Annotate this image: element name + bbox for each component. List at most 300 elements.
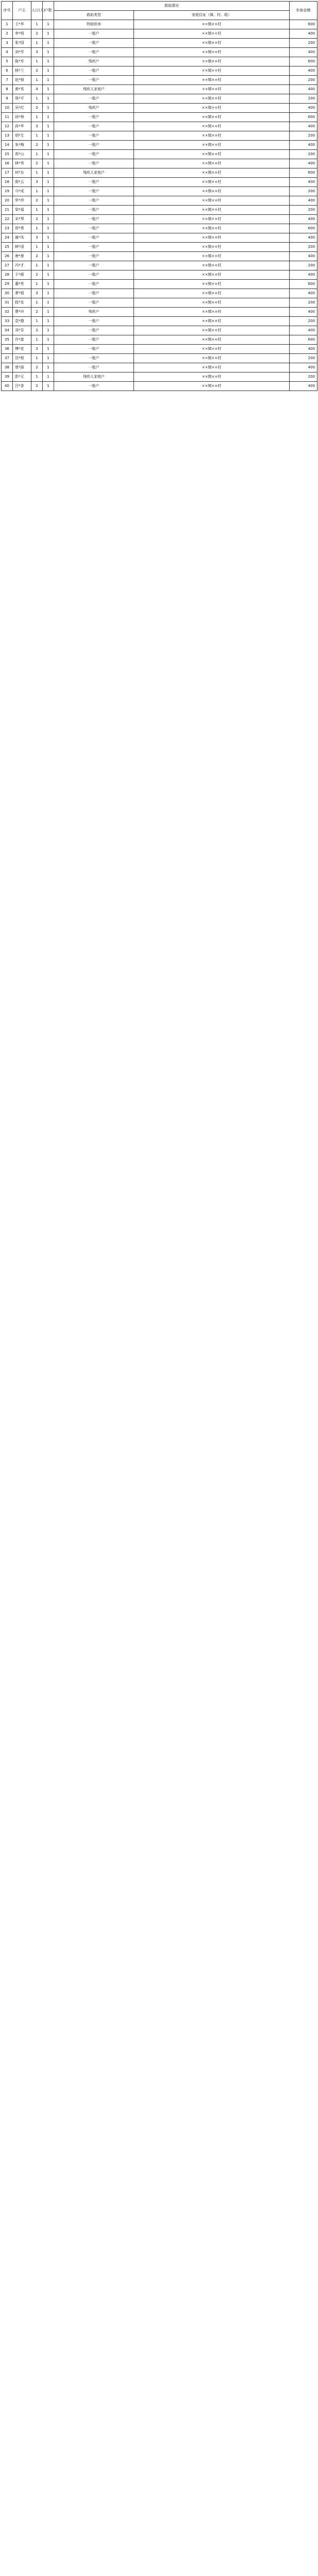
table-row — [2, 363, 317, 372]
cell-households: 1 — [43, 363, 54, 372]
cell-population: 3 — [31, 345, 43, 354]
cell-no: 5 — [2, 57, 13, 66]
cell-address: ××镇××村 — [134, 363, 290, 372]
cell-type: 残疾户 — [54, 104, 134, 113]
cell-type: 一般户 — [54, 113, 134, 122]
cell-name: 谢*凤 — [13, 233, 31, 243]
cell-population: 1 — [31, 57, 43, 66]
cell-population: 2 — [31, 196, 43, 206]
cell-amount: 400 — [290, 363, 317, 372]
cell-no: 4 — [2, 48, 13, 57]
cell-amount: 200 — [290, 187, 317, 196]
cell-address: ××镇××村 — [134, 354, 290, 363]
cell-name: 许*富 — [13, 335, 31, 345]
cell-name: 杨*兰 — [13, 66, 31, 76]
cell-address: ××镇××村 — [134, 215, 290, 224]
cell-households: 1 — [43, 57, 54, 66]
cell-no: 17 — [2, 168, 13, 178]
cell-no: 36 — [2, 345, 13, 354]
cell-amount: 600 — [290, 224, 317, 233]
cell-no: 40 — [2, 382, 13, 391]
cell-households: 1 — [43, 66, 54, 76]
cell-amount: 200 — [290, 261, 317, 270]
cell-name: 曹*玲 — [13, 308, 31, 317]
col-no-header: 序号 — [2, 2, 13, 20]
cell-population: 2 — [31, 252, 43, 261]
table-row — [2, 233, 317, 243]
cell-population: 2 — [31, 159, 43, 168]
cell-no: 10 — [2, 104, 13, 113]
table-row — [2, 224, 317, 233]
cell-name: 袁*德 — [13, 317, 31, 326]
cell-amount: 400 — [290, 345, 317, 354]
cell-address: ××镇××村 — [134, 326, 290, 335]
table-row — [2, 20, 317, 29]
cell-type: 一般户 — [54, 345, 134, 354]
cell-population: 1 — [31, 317, 43, 326]
cell-households: 1 — [43, 215, 54, 224]
cell-no: 3 — [2, 39, 13, 48]
cell-address: ××镇××村 — [134, 104, 290, 113]
cell-name: 郭*云 — [13, 178, 31, 187]
cell-address: ××镇××村 — [134, 85, 290, 94]
cell-address: ××镇××村 — [134, 57, 290, 66]
table-row — [2, 243, 317, 252]
cell-address: ××镇××村 — [134, 178, 290, 187]
table-row — [2, 168, 317, 178]
cell-amount: 600 — [290, 335, 317, 345]
cell-address: ××镇××村 — [134, 261, 290, 270]
cell-type: 一般户 — [54, 382, 134, 391]
cell-name: 韩*清 — [13, 243, 31, 252]
table-row — [2, 317, 317, 326]
cell-households: 1 — [43, 85, 54, 94]
table-row — [2, 215, 317, 224]
cell-address: ××镇××村 — [134, 233, 290, 243]
cell-address: ××镇××村 — [134, 168, 290, 178]
cell-no: 27 — [2, 261, 13, 270]
cell-name: 王*华 — [13, 20, 31, 29]
cell-address: ××镇××村 — [134, 252, 290, 261]
cell-amount: 400 — [290, 326, 317, 335]
cell-households: 1 — [43, 252, 54, 261]
cell-address: ××镇××村 — [134, 94, 290, 104]
cell-amount: 400 — [290, 66, 317, 76]
cell-amount: 400 — [290, 122, 317, 131]
cell-amount: 600 — [290, 20, 317, 29]
col-amount-header: 补助金额 — [290, 2, 317, 20]
cell-address: ××镇××村 — [134, 280, 290, 289]
cell-type: 残疾人家庭户 — [54, 85, 134, 94]
cell-no: 15 — [2, 150, 13, 159]
cell-population: 1 — [31, 20, 43, 29]
cell-address: ××镇××村 — [134, 39, 290, 48]
cell-population: 2 — [31, 326, 43, 335]
cell-households: 1 — [43, 317, 54, 326]
table-row — [2, 382, 317, 391]
cell-amount: 400 — [290, 29, 317, 39]
cell-type: 残疾人家庭户 — [54, 372, 134, 382]
cell-type: 一般户 — [54, 187, 134, 196]
cell-population: 1 — [31, 298, 43, 308]
cell-address: ××镇××村 — [134, 270, 290, 280]
cell-no: 25 — [2, 243, 13, 252]
cell-name: 朱*梅 — [13, 141, 31, 150]
cell-population: 4 — [31, 85, 43, 94]
cell-amount: 400 — [290, 382, 317, 391]
cell-households: 1 — [43, 141, 54, 150]
cell-amount: 400 — [290, 178, 317, 187]
cell-type: 一般户 — [54, 66, 134, 76]
cell-amount: 200 — [290, 39, 317, 48]
cell-no: 38 — [2, 363, 13, 372]
cell-name: 周*平 — [13, 94, 31, 104]
cell-type: 一般户 — [54, 39, 134, 48]
cell-type: 残疾户 — [54, 308, 134, 317]
cell-population: 3 — [31, 122, 43, 131]
cell-amount: 200 — [290, 131, 317, 141]
cell-name: 傅*花 — [13, 345, 31, 354]
table-row — [2, 298, 317, 308]
cell-name: 萧*娟 — [13, 289, 31, 298]
cell-name: 陈*军 — [13, 57, 31, 66]
cell-type: 一般户 — [54, 243, 134, 252]
cell-amount: 400 — [290, 85, 317, 94]
table-row — [2, 178, 317, 187]
cell-population: 1 — [31, 372, 43, 382]
cell-address: ××镇××村 — [134, 131, 290, 141]
cell-amount: 200 — [290, 372, 317, 382]
cell-address: ××镇××村 — [134, 382, 290, 391]
table-row — [2, 159, 317, 168]
cell-households: 1 — [43, 298, 54, 308]
cell-address: ××镇××村 — [134, 298, 290, 308]
cell-name: 沈*根 — [13, 354, 31, 363]
table-row — [2, 196, 317, 206]
table-row — [2, 29, 317, 39]
cell-population: 3 — [31, 48, 43, 57]
cell-address: ××镇××村 — [134, 335, 290, 345]
cell-type: 一般户 — [54, 150, 134, 159]
cell-amount: 200 — [290, 94, 317, 104]
cell-population: 1 — [31, 150, 43, 159]
cell-population: 3 — [31, 178, 43, 187]
cell-name: 李*明 — [13, 29, 31, 39]
cell-address: ××镇××村 — [134, 122, 290, 131]
cell-amount: 400 — [290, 159, 317, 168]
cell-name: 黄*英 — [13, 85, 31, 94]
cell-households: 1 — [43, 131, 54, 141]
cell-address: ××镇××村 — [134, 187, 290, 196]
table-row — [2, 150, 317, 159]
cell-population: 1 — [31, 94, 43, 104]
cell-population: 2 — [31, 308, 43, 317]
cell-amount: 200 — [290, 243, 317, 252]
col-type-header: 救助类型 — [54, 11, 134, 20]
cell-type: 一般户 — [54, 261, 134, 270]
cell-population: 2 — [31, 66, 43, 76]
cell-type: 一般户 — [54, 224, 134, 233]
cell-households: 1 — [43, 280, 54, 289]
cell-address: ××镇××村 — [134, 141, 290, 150]
cell-address: ××镇××村 — [134, 372, 290, 382]
cell-population: 1 — [31, 39, 43, 48]
table-row — [2, 289, 317, 298]
cell-no: 13 — [2, 131, 13, 141]
cell-population: 1 — [31, 261, 43, 270]
cell-name: 吕*香 — [13, 382, 31, 391]
cell-households: 1 — [43, 270, 54, 280]
cell-type: 一般户 — [54, 29, 134, 39]
cell-no: 34 — [2, 326, 13, 335]
cell-type: 一般户 — [54, 233, 134, 243]
cell-amount: 200 — [290, 298, 317, 308]
cell-population: 1 — [31, 335, 43, 345]
table-row — [2, 252, 317, 261]
cell-population: 1 — [31, 131, 43, 141]
cell-address: ××镇××村 — [134, 308, 290, 317]
cell-households: 1 — [43, 354, 54, 363]
table-row — [2, 131, 317, 141]
table-row — [2, 345, 317, 354]
table-row — [2, 113, 317, 122]
cell-type: 一般户 — [54, 326, 134, 335]
cell-households: 1 — [43, 76, 54, 85]
cell-households: 1 — [43, 261, 54, 270]
cell-population: 3 — [31, 289, 43, 298]
cell-amount: 400 — [290, 270, 317, 280]
cell-amount: 400 — [290, 196, 317, 206]
cell-households: 1 — [43, 29, 54, 39]
cell-address: ××镇××村 — [134, 48, 290, 57]
cell-address: ××镇××村 — [134, 289, 290, 298]
cell-no: 12 — [2, 122, 13, 131]
cell-households: 1 — [43, 48, 54, 57]
cell-name: 于*霞 — [13, 270, 31, 280]
cell-households: 1 — [43, 187, 54, 196]
cell-name: 董*贵 — [13, 280, 31, 289]
cell-name: 胡*生 — [13, 131, 31, 141]
cell-address: ××镇××村 — [134, 113, 290, 122]
cell-no: 22 — [2, 215, 13, 224]
cell-type: 一般户 — [54, 317, 134, 326]
cell-name: 孙*华 — [13, 122, 31, 131]
col-group-header: 救助情况 — [54, 2, 290, 11]
table-row — [2, 206, 317, 215]
cell-households: 1 — [43, 326, 54, 335]
cell-address: ××镇××村 — [134, 150, 290, 159]
cell-amount: 200 — [290, 354, 317, 363]
cell-name: 林*秀 — [13, 159, 31, 168]
cell-no: 20 — [2, 196, 13, 206]
cell-name: 彭*元 — [13, 372, 31, 382]
cell-households: 1 — [43, 206, 54, 215]
cell-amount: 400 — [290, 48, 317, 57]
cell-no: 21 — [2, 206, 13, 215]
relief-roster-table — [1, 1, 317, 391]
cell-address: ××镇××村 — [134, 66, 290, 76]
cell-address: ××镇××村 — [134, 29, 290, 39]
cell-name: 何*东 — [13, 168, 31, 178]
cell-address: ××镇××村 — [134, 206, 290, 215]
cell-name: 唐*莲 — [13, 252, 31, 261]
cell-population: 2 — [31, 141, 43, 150]
cell-households: 1 — [43, 335, 54, 345]
cell-no: 28 — [2, 270, 13, 280]
cell-no: 26 — [2, 252, 13, 261]
cell-households: 1 — [43, 168, 54, 178]
col-address-header: 家庭住址（镇、村、组） — [134, 11, 290, 20]
cell-households: 1 — [43, 289, 54, 298]
cell-no: 19 — [2, 187, 13, 196]
cell-no: 23 — [2, 224, 13, 233]
cell-households: 1 — [43, 159, 54, 168]
relief-roster-sheet — [1, 1, 317, 391]
table-row — [2, 39, 317, 48]
cell-no: 39 — [2, 372, 13, 382]
cell-population: 1 — [31, 280, 43, 289]
cell-type: 一般户 — [54, 122, 134, 131]
cell-type: 一般户 — [54, 289, 134, 298]
table-row — [2, 57, 317, 66]
cell-address: ××镇××村 — [134, 243, 290, 252]
cell-no: 6 — [2, 66, 13, 76]
cell-type: 一般户 — [54, 178, 134, 187]
cell-population: 1 — [31, 168, 43, 178]
cell-address: ××镇××村 — [134, 20, 290, 29]
table-row — [2, 270, 317, 280]
cell-type: 一般户 — [54, 354, 134, 363]
cell-population: 2 — [31, 363, 43, 372]
cell-address: ××镇××村 — [134, 76, 290, 85]
cell-name: 程*发 — [13, 298, 31, 308]
cell-households: 1 — [43, 122, 54, 131]
cell-name: 宋*琴 — [13, 215, 31, 224]
cell-no: 1 — [2, 20, 13, 29]
cell-type: 一般户 — [54, 298, 134, 308]
cell-population: 1 — [31, 243, 43, 252]
cell-households: 1 — [43, 104, 54, 113]
table-row — [2, 76, 317, 85]
cell-name: 郑*勇 — [13, 224, 31, 233]
cell-type: 一般户 — [54, 280, 134, 289]
cell-no: 8 — [2, 85, 13, 94]
table-row — [2, 66, 317, 76]
cell-name: 赵*强 — [13, 76, 31, 85]
table-row — [2, 141, 317, 150]
cell-address: ××镇××村 — [134, 159, 290, 168]
table-row — [2, 187, 317, 196]
cell-no: 9 — [2, 94, 13, 104]
cell-households: 1 — [43, 243, 54, 252]
cell-population: 1 — [31, 113, 43, 122]
table-row — [2, 85, 317, 94]
cell-amount: 600 — [290, 113, 317, 122]
cell-type: 一般户 — [54, 196, 134, 206]
cell-no: 16 — [2, 159, 13, 168]
cell-type: 一般户 — [54, 215, 134, 224]
cell-name: 高*山 — [13, 150, 31, 159]
cell-amount: 200 — [290, 206, 317, 215]
cell-type: 一般户 — [54, 159, 134, 168]
cell-no: 14 — [2, 141, 13, 150]
cell-amount: 600 — [290, 280, 317, 289]
cell-population: 3 — [31, 233, 43, 243]
cell-no: 7 — [2, 76, 13, 85]
cell-name: 马*成 — [13, 187, 31, 196]
cell-households: 1 — [43, 382, 54, 391]
cell-type: 一般户 — [54, 76, 134, 85]
table-row — [2, 326, 317, 335]
cell-no: 18 — [2, 178, 13, 187]
cell-type: 一般户 — [54, 363, 134, 372]
table-row — [2, 280, 317, 289]
cell-population: 1 — [31, 224, 43, 233]
cell-name: 刘*芳 — [13, 48, 31, 57]
cell-name: 邓*芬 — [13, 326, 31, 335]
table-row — [2, 261, 317, 270]
cell-amount: 400 — [290, 215, 317, 224]
cell-households: 1 — [43, 150, 54, 159]
cell-amount: 400 — [290, 252, 317, 261]
cell-type: 一般户 — [54, 141, 134, 150]
cell-no: 35 — [2, 335, 13, 345]
table-row — [2, 104, 317, 113]
cell-type: 特困供养 — [54, 20, 134, 29]
cell-no: 29 — [2, 280, 13, 289]
cell-type: 一般户 — [54, 131, 134, 141]
cell-address: ××镇××村 — [134, 345, 290, 354]
table-row — [2, 308, 317, 317]
cell-households: 1 — [43, 308, 54, 317]
cell-households: 1 — [43, 233, 54, 243]
cell-address: ××镇××村 — [134, 196, 290, 206]
cell-no: 11 — [2, 113, 13, 122]
table-row — [2, 94, 317, 104]
cell-no: 2 — [2, 29, 13, 39]
col-population-header: 人口(人) — [31, 2, 43, 20]
cell-type: 一般户 — [54, 48, 134, 57]
cell-households: 1 — [43, 178, 54, 187]
cell-households: 1 — [43, 20, 54, 29]
cell-name: 冯*才 — [13, 261, 31, 270]
cell-population: 1 — [31, 76, 43, 85]
cell-no: 37 — [2, 354, 13, 363]
table-row — [2, 354, 317, 363]
cell-households: 1 — [43, 372, 54, 382]
cell-no: 24 — [2, 233, 13, 243]
table-row — [2, 335, 317, 345]
cell-address: ××镇××村 — [134, 317, 290, 326]
cell-population: 2 — [31, 104, 43, 113]
cell-amount: 400 — [290, 289, 317, 298]
cell-households: 1 — [43, 345, 54, 354]
cell-type: 一般户 — [54, 270, 134, 280]
cell-population: 2 — [31, 215, 43, 224]
cell-amount: 200 — [290, 317, 317, 326]
col-household-header: 户数 — [43, 2, 54, 20]
cell-no: 31 — [2, 298, 13, 308]
cell-population: 2 — [31, 270, 43, 280]
cell-amount: 600 — [290, 57, 317, 66]
cell-amount: 400 — [290, 308, 317, 317]
cell-population: 1 — [31, 354, 43, 363]
cell-amount: 200 — [290, 76, 317, 85]
cell-amount: 400 — [290, 141, 317, 150]
table-row — [2, 48, 317, 57]
cell-type: 残疾户 — [54, 57, 134, 66]
cell-name: 曾*丽 — [13, 363, 31, 372]
